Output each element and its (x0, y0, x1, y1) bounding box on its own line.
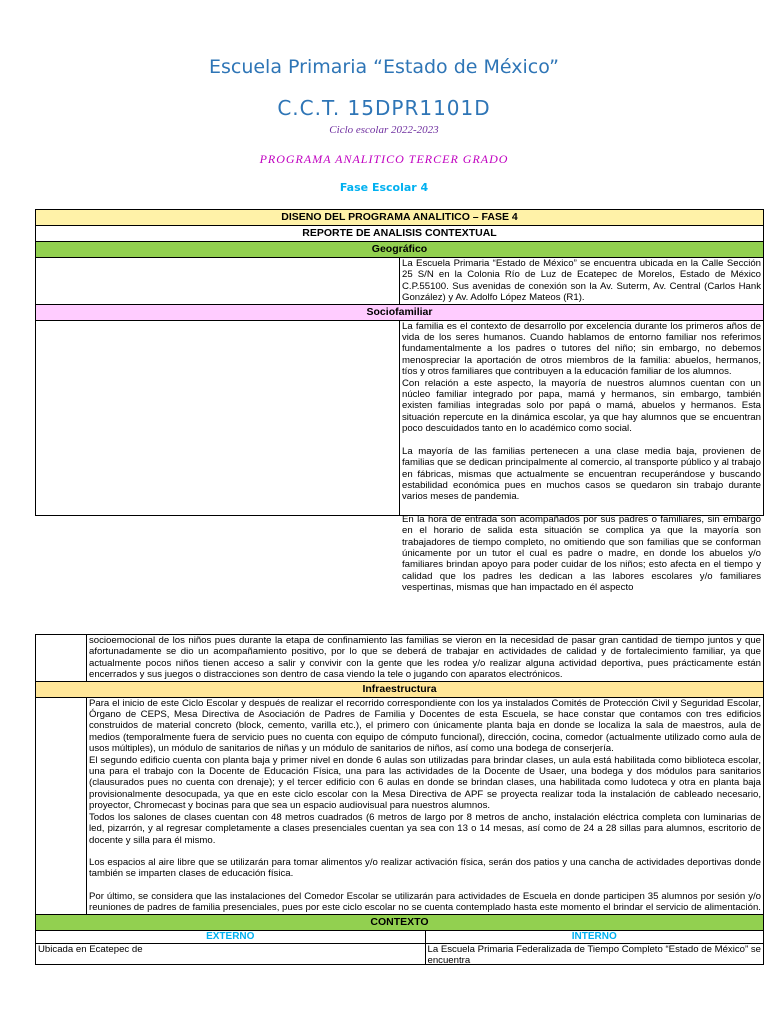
section-contexto-heading: CONTEXTO (36, 914, 764, 930)
sociofamiliar-paragraph-4: En la hora de entrada son acompañados por sus padres o familiares, sin embargo en el horario de salida esta situación se complica ya que la mayoría son trabajadores de tiempo completo, no omitiendo que son familias que se conforman únicamente por un tutor el cual es padre o madre, en donde los abuelos y/o familiares brindan apoyo para poder cuidar de los niños; esto afecta en el tiempo y calidad que los padres les dedican a las labores escolares y/o familiares vespertinas, mismas que han impactado en él aspecto (402, 513, 761, 594)
section-sociofamiliar-heading: Sociofamiliar (36, 304, 764, 320)
analysis-table-page1 (35, 209, 764, 594)
contexto-externo-text (36, 943, 426, 964)
contexto-externo-heading: EXTERNO (36, 930, 426, 943)
sociofamiliar-paragraph-5: socioemocional de los niños pues durante la etapa de confinamiento las familias se vieron en la necesidad de pasar gran cantidad de tiempo juntos y que afortunadamente se dio un acompañamiento positivo, por lo que se deberá de trabajar en actividades de calidad y de fortalecimiento familiar, ya que actualmente pocos niños tienen acceso a salir y convivir con la gente que les rodea y/o realizar alguna actividad deportiva, pues prácticamente están encerrados y sus juegos o distracciones son dentro de casa viendo la tele o jugando con aparatos electrónicos. (89, 635, 761, 681)
table-subtitle: REPORTE DE ANALISIS CONTEXTUAL (36, 226, 764, 242)
program-title: PROGRAMA ANALITICO TERCER GRADO (259, 152, 509, 166)
table-title: DISENO DEL PROGRAMA ANALITICO – FASE 4 (36, 210, 764, 226)
section-geografico-text (400, 258, 764, 305)
row-gutter (36, 320, 400, 515)
analysis-table-page2 (35, 634, 764, 965)
section-sociofamiliar-text (400, 320, 764, 594)
interno-paragraph: La Escuela Primaria Federalizada de Tiempo Completo “Estado de México” se encuentra (427, 943, 761, 966)
section-sociofamiliar-continued (87, 635, 764, 682)
sociofamiliar-paragraph-1: La familia es el contexto de desarrollo por excelencia durante los primeros años de vida de los seres humanos. Cuando hablamos de entorno familiar nos referimos fundamentalmente a los padres o tutores del niño; sin embargo, no debemos menospreciar la aportación de otros miembros de la familia: abuelos, hermanos, tíos y otros familiares que contribuyen a la educación familiar de los alumnos. (402, 320, 761, 378)
section-infraestructura-heading: Infraestructura (36, 681, 764, 697)
section-infraestructura-text (87, 697, 764, 914)
sociofamiliar-paragraph-2: Con relación a este aspecto, la mayoría de nuestros alumnos cuentan con un núcleo familiar integrado por papa, mamá y hermanos, sin embargo, también existen familias integradas solo por papá o mamá, abuelos y hermanos. Esta situación repercute en la dinámica escolar, ya que hay alumnos que se encuentran poco descuidados tanto en lo académico como social. (402, 377, 761, 435)
row-gutter (36, 258, 400, 305)
section-geografico-heading: Geográfico (36, 242, 764, 258)
infraestructura-paragraph-2: El segundo edificio cuenta con planta baja y primer nivel en donde 6 aulas son utilizadas para brindar clases, un aula está habilitada como biblioteca escolar, una para el trabajo con la Docente de Educación Física, una para las actividades de la Docente de Usaer, una bodega y dos módulos para sanitarios (clausurados pues no cuenta con drenaje); y el tercer edificio con 6 aulas en donde se brindan clases, una habilitada como ludoteca y otra en planta baja provisionalmente desocupada, ya que en este ciclo escolar con la Mesa Directiva de APF se proyecta realizar toda la instalación de cableado necesario, proyector, Chromecast y bocinas para que sea un espacio audiovisual para nuestros alumnos. (89, 754, 761, 812)
infraestructura-paragraph-1: Para el inicio de este Ciclo Escolar y después de realizar el recorrido correspondiente con los ya instalados Comités de Protección Civil y Seguridad Escolar, Órgano de CEPS, Mesa Directiva de Asociación de Padres de Familia y Docentes de esta Escuela, se hace constar que contamos con tres edificios construidos de material concreto (block, cemento, varilla etc.), el primero con únicamente planta baja en donde se localiza la sala de maestros, aula de medios (temporalmente fuera de servicio pues no cuenta con equipo de cómputo funcional), dirección, cocina, comedor (actualmente utilizado como aula de usos múltiples), un módulo de sanitarios de niñas y un módulo de sanitarios de niños, así como una bodega de conserjería. (89, 697, 761, 755)
contexto-interno-heading: INTERNO (425, 930, 764, 943)
infraestructura-paragraph-4: Los espacios al aire libre que se utilizarán para tomar alimentos y/o realizar activación física, serán dos patios y una cancha de actividades deportivas donde también se imparten clases de educación física. (89, 856, 761, 880)
row-gutter (36, 635, 87, 682)
school-name: Escuela Primaria “Estado de México” (208, 56, 560, 78)
cct-code: C.C.T. 15DPR1101D (277, 96, 491, 120)
school-year: Ciclo escolar 2022-2023 (329, 124, 439, 136)
school-phase: Fase Escolar 4 (339, 181, 429, 194)
externo-paragraph: Ubicada en Ecatepec de (38, 943, 143, 955)
contexto-interno-text (425, 943, 764, 964)
infraestructura-paragraph-5: Por último, se considera que las instalaciones del Comedor Escolar se utilizarán para actividades de Escuela en donde participen 35 alumnos por sesión y/o reuniones de padres de familia presenciales, pues por este ciclo escolar no se cuenta contemplado hasta este momento el brindar el servicio de alimentación. (89, 890, 761, 914)
row-gutter (36, 697, 87, 914)
infraestructura-paragraph-3: Todos los salones de clases cuentan con 48 metros cuadrados (6 metros de largo por 8 metros de ancho, instalación eléctrica completa con luminarias de led, pizarrón, y al regresar completamente a clases presenciales cuentan ya sea con 13 o 14 mesas, así como de 24 a 28 sillas para alumnos, escritorio de docente y silla para él mismo. (89, 811, 761, 846)
geografico-paragraph: La Escuela Primaria “Estado de México” se encuentra ubicada en la Calle Sección 25 S/N en la Colonia Río de Luz de Ecatepec de Morelos, Estado de México C.P.55100. Sus avenidas de conexión son la Av. Suterm, Av. Central (Carlos Hank González) y Av. Adolfo López Mateos (R1). (402, 258, 761, 304)
sociofamiliar-paragraph-3: La mayoría de las familias pertenecen a una clase media baja, provienen de familias que se dedican principalmente al comercio, al transporte público y al trabajo en fábricas, mismas que actualmente se encuentran recuperándose y buscando estabilidad económica pues en muchos casos se quedaron sin trabajo durante varios meses de pandemia. (402, 445, 761, 503)
